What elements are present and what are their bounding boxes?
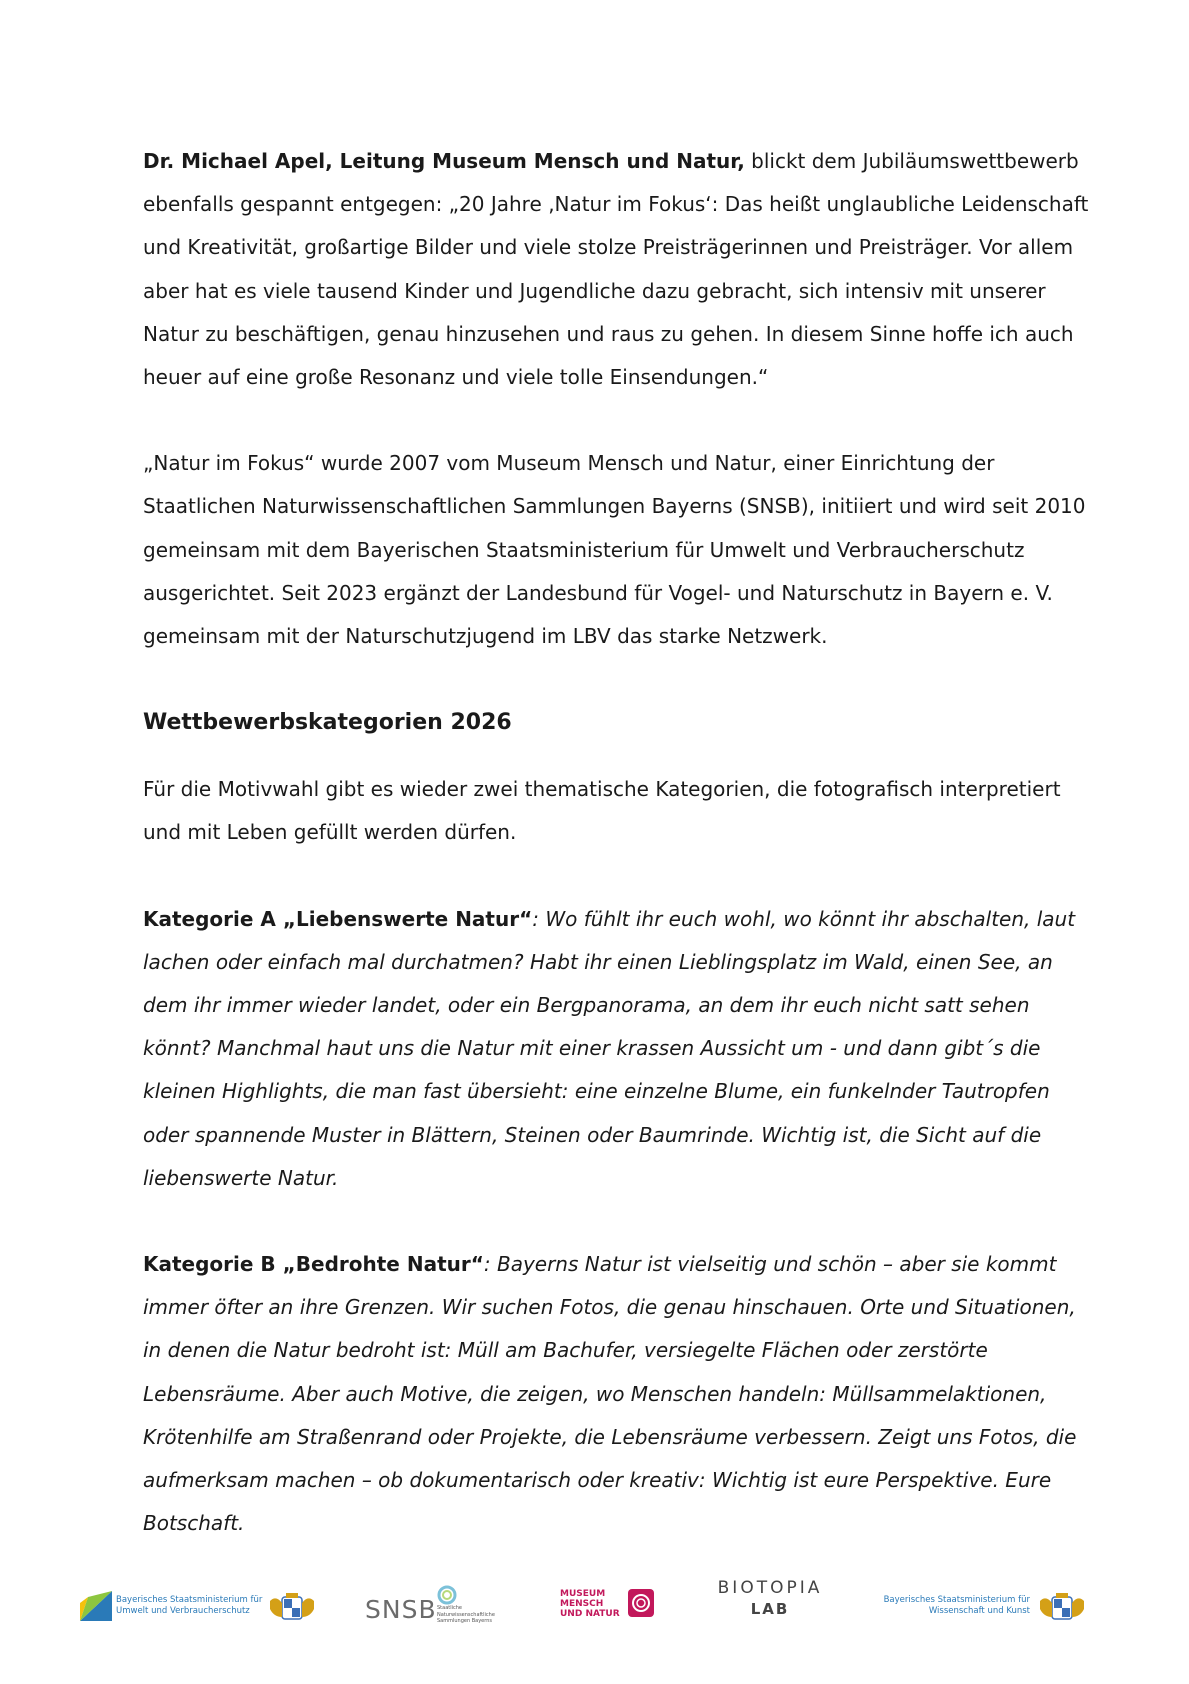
stmuv-logo	[80, 1587, 320, 1627]
mmn-line3: UND NATUR	[560, 1609, 620, 1619]
biotopia-wordmark: BIOTOPIA	[717, 1578, 823, 1598]
mmn-line1: MUSEUM	[560, 1589, 606, 1599]
snail-icon	[628, 1589, 654, 1617]
stmwk-text	[880, 1595, 1030, 1617]
ring-icon	[437, 1585, 457, 1605]
category-a-text: : Wo fühlt ihr euch wohl, wo könnt ihr abschalten, laut lachen oder einfach mal durchatmen? Habt ihr einen Lieblingsplatz im Wald, einen See, an dem ihr immer wieder landet, oder ein Bergpanorama, an dem ihr euch nicht satt sehen könnt? Manchmal haut uns die Natur mit einer krassen Aussicht um - und dann gibt´s die kleinen Highlights, die man fast übersieht: eine einzelne Blume, ein funkelnder Tautropfen oder spannende Muster in Blättern, Steinen oder Baumrinde. Wichtig ist, die Sicht auf die liebenswerte Natur.	[143, 906, 1076, 1190]
document-body	[143, 140, 1093, 1545]
stmwk-line2: Wissenschaft und Kunst	[928, 1606, 1030, 1616]
mmn-line2: MENSCH	[560, 1599, 604, 1609]
biotopia-lab-logo	[705, 1577, 835, 1627]
stmwk-logo	[880, 1587, 1110, 1627]
category-b-label: Kategorie B „Bedrohte Natur“	[143, 1252, 484, 1277]
paragraph-category-a	[143, 898, 1093, 1200]
paragraph-history: „Natur im Fokus“ wurde 2007 vom Museum Mensch und Natur, einer Einrichtung der Staatlichen Naturwissenschaftlichen Sammlungen Bayerns (SNSB), initiiert und wird seit 2010 gemeinsam mit dem Bayerischen Staatsministerium für Umwelt und Verbraucherschutz ausgerichtet. Seit 2023 ergänzt der Landesbund für Vogel- und Naturschutz in Bayern e. V. gemeinsam mit der Naturschutzjugend im LBV das starke Netzwerk.	[143, 451, 1086, 649]
snsb-subtext	[437, 1605, 495, 1625]
paragraph-category-b	[143, 1243, 1093, 1545]
museum-mensch-natur-logo	[560, 1587, 670, 1623]
category-a-label: Kategorie A „Liebenswerte Natur“	[143, 906, 533, 931]
paragraph-intro-categories: Für die Motivwahl gibt es wieder zwei thematische Kategorien, die fotografisch interpretiert und mit Leben gefüllt werden dürfen.	[143, 777, 1061, 845]
apel-quote-text: blickt dem Jubiläumswettbewerb ebenfalls gespannt entgegen: „20 Jahre ‚Natur im Fokus‘: Das heißt unglaubliche Leidenschaft und Kreativität, großartige Bilder und viele stolze Preisträgerinnen und Preisträger. Vor allem aber hat es viele tausend Kinder und Jugendliche dazu gebracht, sich intensiv mit unserer Natur zu beschäftigen, genau hinzusehen und raus zu gehen. In diesem Sinne hoffe ich auch heuer auf eine große Resonanz und viele tolle Einsendungen.“	[143, 149, 1089, 390]
snsb-sub3: Sammlungen Bayerns	[437, 1618, 492, 1624]
stmuv-line2: Umwelt und Verbraucherschutz	[116, 1606, 250, 1616]
stmuv-text	[116, 1595, 262, 1617]
partner-logos-footer	[0, 1565, 1189, 1645]
snsb-sub1: Staatliche	[437, 1605, 462, 1611]
lab-wordmark: LAB	[750, 1600, 790, 1618]
snsb-logo	[365, 1581, 515, 1631]
section-heading: Wettbewerbskategorien 2026	[143, 710, 512, 736]
paragraph-apel-quote	[143, 140, 1093, 399]
bavarian-crest-icon	[268, 1591, 316, 1623]
stmwk-line1: Bayerisches Staatsministerium für	[883, 1595, 1030, 1605]
snsb-sub2: Naturwissenschaftliche	[437, 1611, 495, 1618]
mmn-text	[560, 1589, 620, 1619]
bavarian-crest-icon	[1038, 1591, 1086, 1623]
snsb-wordmark: SNSB	[365, 1595, 437, 1624]
leaf-icon	[80, 1591, 112, 1621]
stmuv-line1: Bayerisches Staatsministerium für	[116, 1595, 263, 1605]
category-b-text: : Bayerns Natur ist vielseitig und schön – aber sie kommt immer öfter an ihre Grenzen. Wir suchen Fotos, die genau hinschauen. Orte und Situationen, in denen die Natur bedroht ist: Müll am Bachufer, versiegelte Flächen oder zerstörte Lebensräume. Aber auch Motive, die zeigen, wo Menschen handeln: Müllsammelaktionen, Krötenhilfe am Straßenrand oder Projekte, die Lebensräume verbessern. Zeigt uns Fotos, die aufmerksam machen – ob dokumentarisch oder kreativ: Wichtig ist eure Perspektive. Eure Botschaft.	[143, 1252, 1077, 1536]
apel-name: Dr. Michael Apel, Leitung Museum Mensch und Natur,	[143, 149, 745, 173]
